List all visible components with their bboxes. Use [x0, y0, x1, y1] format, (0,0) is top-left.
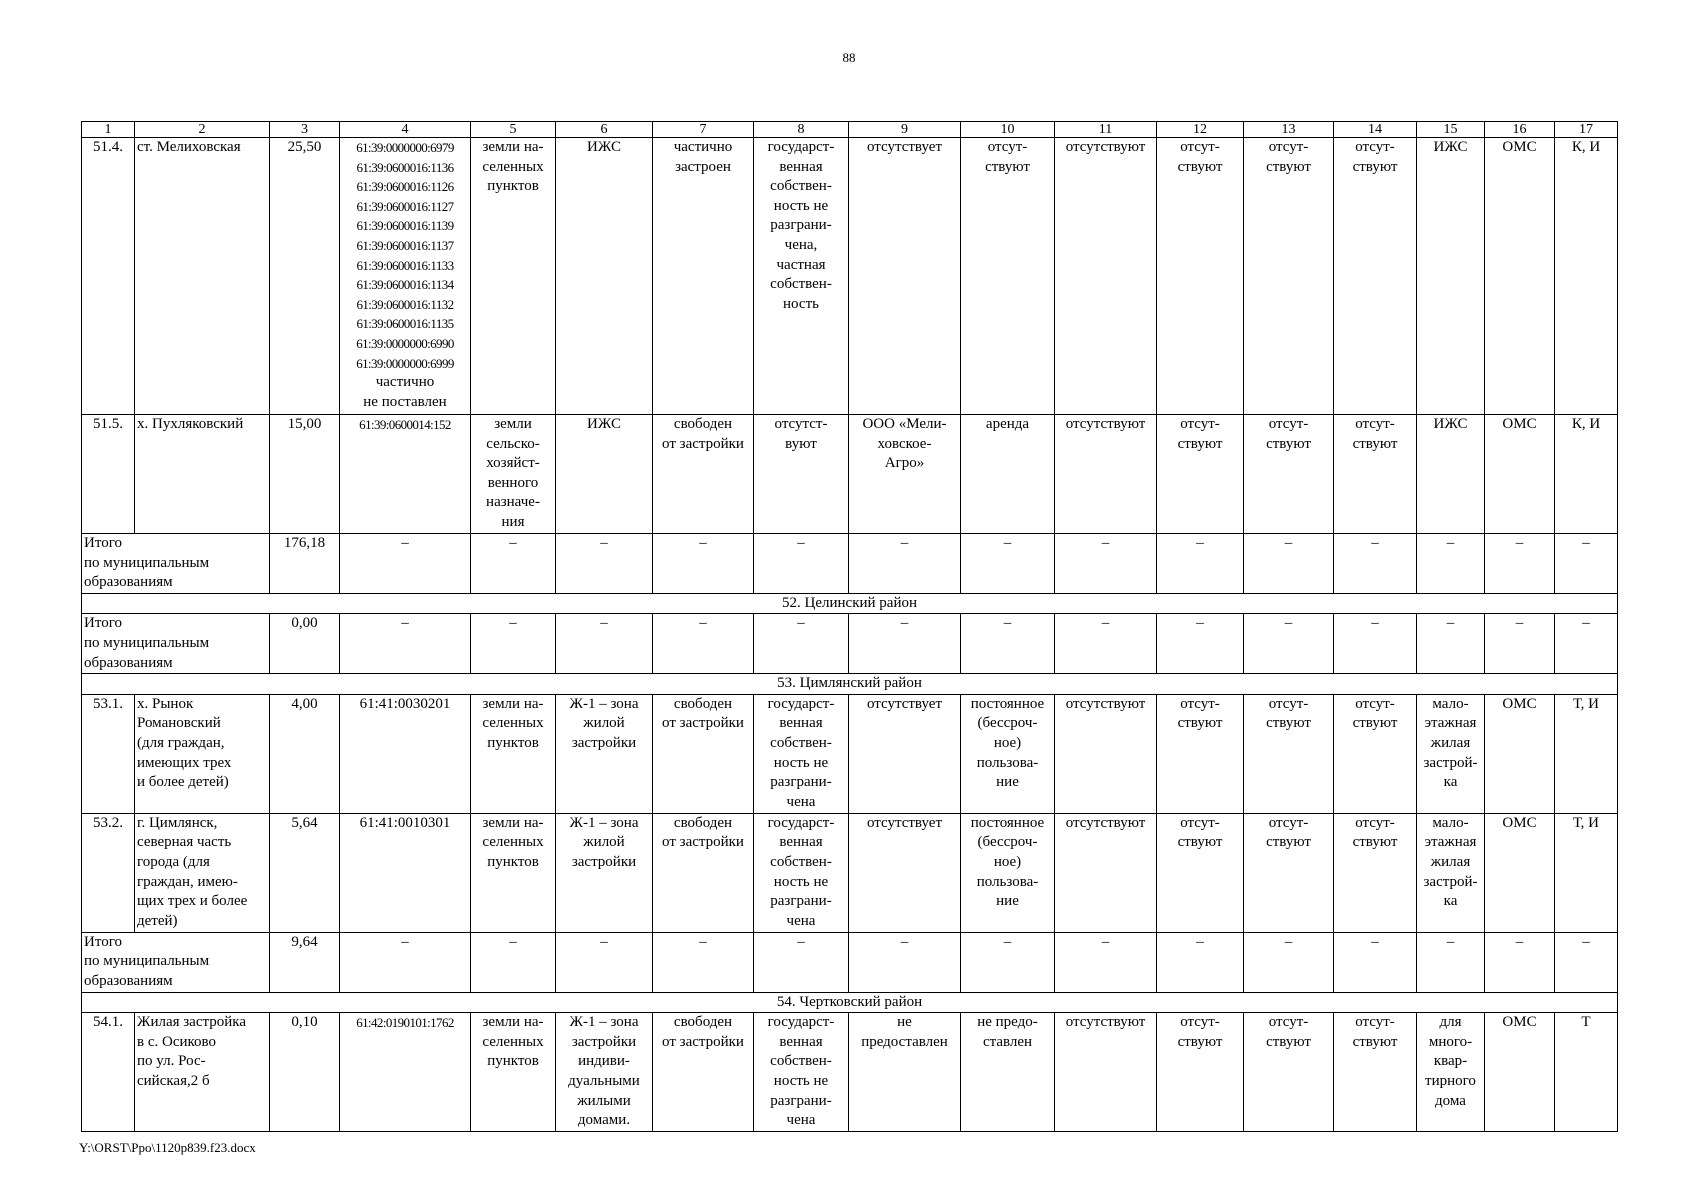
col-number: 8	[754, 122, 849, 138]
land-category-cell: земли на- селенных пунктов	[471, 694, 556, 813]
total-label: Итого по муниципальным образованиям	[82, 932, 270, 992]
code-cell: Т, И	[1555, 694, 1618, 813]
built-status-cell: свободен от застройки	[653, 1013, 754, 1132]
section-row	[82, 992, 1618, 1013]
col14-cell: отсут- ствуют	[1334, 813, 1417, 932]
total-label: Итого по муниципальным образованиям	[82, 534, 270, 594]
col13-cell: отсут- ствуют	[1244, 813, 1334, 932]
col13-cell: отсут- ствуют	[1244, 415, 1334, 534]
cadastral-number: 61:39:0600016:1132	[356, 296, 454, 312]
col-number: 2	[135, 122, 270, 138]
dash-cell: –	[849, 932, 961, 992]
authority-cell: ОМС	[1485, 415, 1555, 534]
dash-cell: –	[849, 534, 961, 594]
location-cell: х. Рынок Романовский (для граждан, имеющих трех и более детей)	[135, 694, 270, 813]
right-type-cell: не предо- ставлен	[961, 1013, 1055, 1132]
right-type-cell: отсут- ствуют	[961, 138, 1055, 415]
area-cell: 5,64	[270, 813, 340, 932]
dash-cell: –	[556, 614, 653, 674]
rightholder-cell: ООО «Мели- ховское- Агро»	[849, 415, 961, 534]
dash-cell: –	[340, 534, 471, 594]
dash-cell: –	[849, 614, 961, 674]
page-number: 88	[842, 50, 856, 65]
dash-cell: –	[1244, 614, 1334, 674]
built-status-cell: свободен от застройки	[653, 694, 754, 813]
zone-cell: ИЖС	[556, 415, 653, 534]
table-row	[82, 694, 1618, 813]
cadastral-number: 61:39:0600016:1139	[356, 218, 454, 234]
ownership-cell: государст- венная собствен- ность не разграни- чена, частная собствен- ность	[754, 138, 849, 415]
zone-cell: Ж-1 – зона застройки индиви- дуальными жилыми домами.	[556, 1013, 653, 1132]
col14-cell: отсут- ствуют	[1334, 1013, 1417, 1132]
dash-cell: –	[1334, 614, 1417, 674]
dash-cell: –	[1485, 534, 1555, 594]
built-status-cell: свободен от застройки	[653, 813, 754, 932]
col12-cell: отсут- ствуют	[1157, 694, 1244, 813]
dash-cell: –	[1244, 534, 1334, 594]
code-cell: К, И	[1555, 138, 1618, 415]
dash-cell: –	[961, 534, 1055, 594]
col-number: 9	[849, 122, 961, 138]
dash-cell: –	[653, 932, 754, 992]
col-number: 14	[1334, 122, 1417, 138]
col-number: 17	[1555, 122, 1618, 138]
use-purpose-cell: ИЖС	[1417, 138, 1485, 415]
dash-cell: –	[961, 614, 1055, 674]
section-title: 52. Целинский район	[82, 593, 1618, 614]
col-number: 16	[1485, 122, 1555, 138]
dash-cell: –	[754, 932, 849, 992]
col14-cell: отсут- ствуют	[1334, 415, 1417, 534]
land-plots-table	[81, 121, 1618, 1132]
zone-cell: Ж-1 – зона жилой застройки	[556, 694, 653, 813]
dash-cell: –	[653, 534, 754, 594]
cadastral-note: частично не поставлен	[363, 374, 447, 410]
land-category-cell: земли на- селенных пунктов	[471, 813, 556, 932]
row-number: 53.2.	[82, 813, 135, 932]
dash-cell: –	[1555, 932, 1618, 992]
code-cell: Т, И	[1555, 813, 1618, 932]
authority-cell: ОМС	[1485, 138, 1555, 415]
land-category-cell: земли на- селенных пунктов	[471, 1013, 556, 1132]
authority-cell: ОМС	[1485, 813, 1555, 932]
area-cell: 25,50	[270, 138, 340, 415]
ownership-cell: государст- венная собствен- ность не разграни- чена	[754, 1013, 849, 1132]
dash-cell: –	[961, 932, 1055, 992]
cadastral-number: 61:39:0600016:1134	[356, 277, 454, 293]
column-number-row	[82, 122, 1618, 138]
built-status-cell: свободен от застройки	[653, 415, 754, 534]
location-cell: ст. Мелиховская	[135, 138, 270, 415]
use-purpose-cell: мало- этажная жилая застрой- ка	[1417, 813, 1485, 932]
dash-cell: –	[754, 534, 849, 594]
section-row	[82, 674, 1618, 695]
col-number: 11	[1055, 122, 1157, 138]
authority-cell: ОМС	[1485, 1013, 1555, 1132]
area-cell: 0,10	[270, 1013, 340, 1132]
location-cell: х. Пухляковский	[135, 415, 270, 534]
land-category-cell: земли на- селенных пунктов	[471, 138, 556, 415]
rightholder-cell: отсутствует	[849, 813, 961, 932]
code-cell: Т	[1555, 1013, 1618, 1132]
total-area: 0,00	[270, 614, 340, 674]
footer-file-path: Y:\ORST\Ppo\1120p839.f23.docx	[79, 1140, 256, 1155]
col-number: 13	[1244, 122, 1334, 138]
col11-cell: отсутствуют	[1055, 138, 1157, 415]
table-row	[82, 1013, 1618, 1132]
use-purpose-cell: для много- квар- тирного дома	[1417, 1013, 1485, 1132]
col13-cell: отсут- ствуют	[1244, 694, 1334, 813]
table-row	[82, 138, 1618, 415]
table-row	[82, 813, 1618, 932]
col14-cell: отсут- ствуют	[1334, 694, 1417, 813]
col-number: 7	[653, 122, 754, 138]
col11-cell: отсутствуют	[1055, 813, 1157, 932]
area-cell: 4,00	[270, 694, 340, 813]
col12-cell: отсут- ствуют	[1157, 138, 1244, 415]
col-number: 15	[1417, 122, 1485, 138]
col13-cell: отсут- ствуют	[1244, 138, 1334, 415]
col11-cell: отсутствуют	[1055, 1013, 1157, 1132]
col-number: 12	[1157, 122, 1244, 138]
table-row	[82, 415, 1618, 534]
dash-cell: –	[1055, 614, 1157, 674]
rightholder-cell: отсутствует	[849, 138, 961, 415]
cadastral-number: 61:39:0000000:6979	[356, 140, 454, 155]
dash-cell: –	[1334, 932, 1417, 992]
zone-cell: Ж-1 – зона жилой застройки	[556, 813, 653, 932]
zone-cell: ИЖС	[556, 138, 653, 415]
col13-cell: отсут- ствуют	[1244, 1013, 1334, 1132]
total-row	[82, 534, 1618, 594]
section-title: 54. Чертковский район	[82, 992, 1618, 1013]
code-cell: К, И	[1555, 415, 1618, 534]
row-number: 51.4.	[82, 138, 135, 415]
rightholder-cell: не предоставлен	[849, 1013, 961, 1132]
ownership-cell: государст- венная собствен- ность не разграни- чена	[754, 813, 849, 932]
col-number: 3	[270, 122, 340, 138]
dash-cell: –	[1555, 614, 1618, 674]
row-number: 53.1.	[82, 694, 135, 813]
dash-cell: –	[1055, 932, 1157, 992]
col-number: 6	[556, 122, 653, 138]
dash-cell: –	[754, 614, 849, 674]
authority-cell: ОМС	[1485, 694, 1555, 813]
dash-cell: –	[1417, 614, 1485, 674]
dash-cell: –	[471, 614, 556, 674]
right-type-cell: аренда	[961, 415, 1055, 534]
dash-cell: –	[1055, 534, 1157, 594]
right-type-cell: постоянное (бессроч- ное) пользова- ние	[961, 813, 1055, 932]
use-purpose-cell: мало- этажная жилая застрой- ка	[1417, 694, 1485, 813]
col12-cell: отсут- ствуют	[1157, 813, 1244, 932]
right-type-cell: постоянное (бессроч- ное) пользова- ние	[961, 694, 1055, 813]
cadastral-number: 61:39:0600016:1136	[356, 159, 454, 175]
rightholder-cell: отсутствует	[849, 694, 961, 813]
total-row	[82, 614, 1618, 674]
total-area: 9,64	[270, 932, 340, 992]
dash-cell: –	[653, 614, 754, 674]
dash-cell: –	[1417, 932, 1485, 992]
dash-cell: –	[1417, 534, 1485, 594]
cadastral-number: 61:39:0600016:1126	[356, 179, 454, 195]
col-number: 5	[471, 122, 556, 138]
location-cell: г. Цимлянск, северная часть города (для граждан, имею- щих трех и более детей)	[135, 813, 270, 932]
total-label: Итого по муниципальным образованиям	[82, 614, 270, 674]
area-cell: 15,00	[270, 415, 340, 534]
section-row	[82, 593, 1618, 614]
dash-cell: –	[1157, 614, 1244, 674]
row-number: 51.5.	[82, 415, 135, 534]
cadastral-cell: 61:42:0190101:1762	[340, 1013, 471, 1132]
dash-cell: –	[1157, 534, 1244, 594]
cadastral-number: 61:39:0000000:6990	[356, 335, 454, 351]
cadastral-number: 61:39:0600016:1135	[356, 316, 454, 332]
col-number: 4	[340, 122, 471, 138]
total-area: 176,18	[270, 534, 340, 594]
col-number: 1	[82, 122, 135, 138]
total-row	[82, 932, 1618, 992]
cadastral-cell: 61:41:0030201	[340, 694, 471, 813]
cadastral-cell: 61:39:0600014:152	[340, 415, 471, 534]
ownership-cell: государст- венная собствен- ность не разграни- чена	[754, 694, 849, 813]
dash-cell: –	[1485, 932, 1555, 992]
location-cell: Жилая застройка в с. Осиково по ул. Рос- сийская,2 б	[135, 1013, 270, 1132]
dash-cell: –	[1485, 614, 1555, 674]
section-title: 53. Цимлянский район	[82, 674, 1618, 695]
dash-cell: –	[556, 534, 653, 594]
land-category-cell: земли сельско- хозяйст- венного назначе- ния	[471, 415, 556, 534]
col-number: 10	[961, 122, 1055, 138]
cadastral-number: 61:39:0600016:1137	[356, 237, 454, 253]
col12-cell: отсут- ствуют	[1157, 415, 1244, 534]
cadastral-number: 61:39:0000000:6999	[356, 355, 454, 371]
dash-cell: –	[471, 534, 556, 594]
col11-cell: отсутствуют	[1055, 694, 1157, 813]
built-status-cell: частично застроен	[653, 138, 754, 415]
ownership-cell: отсутст- вуют	[754, 415, 849, 534]
cadastral-cell: 61:41:0010301	[340, 813, 471, 932]
dash-cell: –	[556, 932, 653, 992]
dash-cell: –	[340, 932, 471, 992]
dash-cell: –	[1334, 534, 1417, 594]
dash-cell: –	[471, 932, 556, 992]
cadastral-number: 61:39:0600016:1133	[356, 257, 454, 273]
dash-cell: –	[1244, 932, 1334, 992]
col12-cell: отсут- ствуют	[1157, 1013, 1244, 1132]
dash-cell: –	[340, 614, 471, 674]
cadastral-number: 61:39:0600016:1127	[356, 198, 454, 214]
cadastral-cell	[340, 138, 471, 415]
use-purpose-cell: ИЖС	[1417, 415, 1485, 534]
col14-cell: отсут- ствуют	[1334, 138, 1417, 415]
row-number: 54.1.	[82, 1013, 135, 1132]
dash-cell: –	[1555, 534, 1618, 594]
col11-cell: отсутствуют	[1055, 415, 1157, 534]
dash-cell: –	[1157, 932, 1244, 992]
